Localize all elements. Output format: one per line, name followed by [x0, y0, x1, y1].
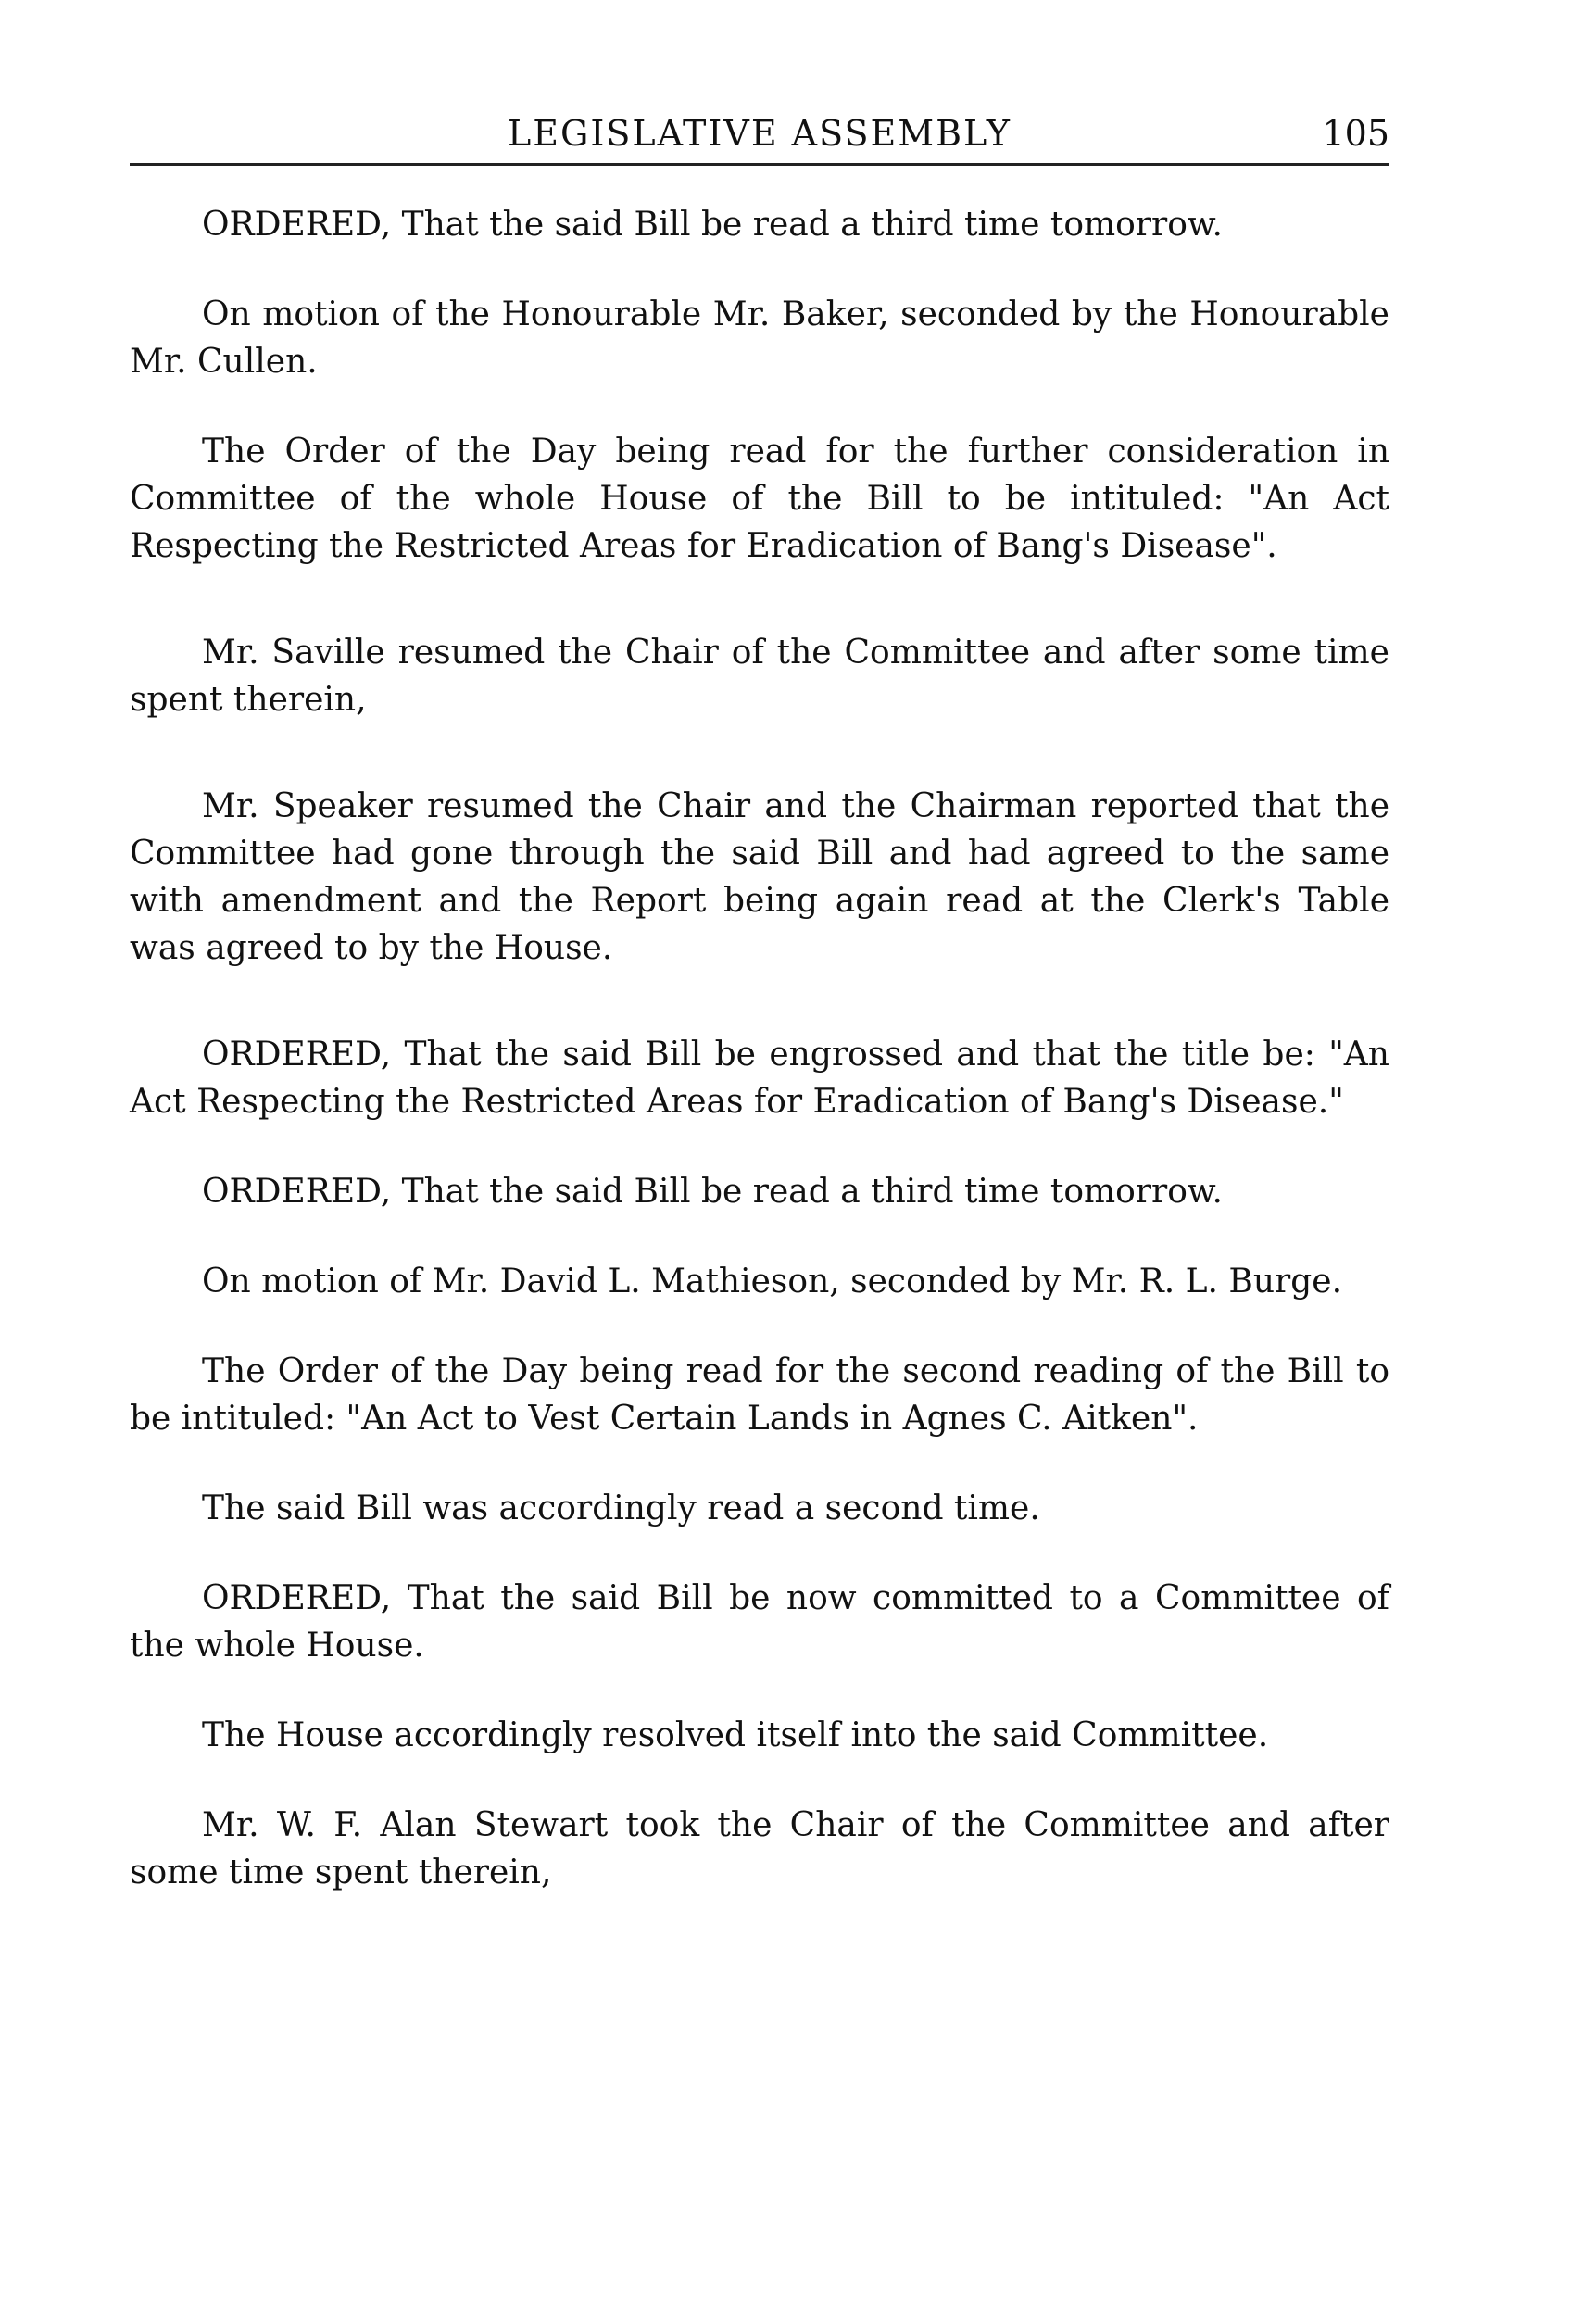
paragraph-ordered-third-reading-2: ORDERED, That the said Bill be read a third time tomorrow. [202, 1173, 1223, 1211]
paragraph-ordered-third-reading: ORDERED, That the said Bill be read a third time tomorrow. [202, 206, 1223, 244]
body-text [130, 201, 1389, 1896]
paragraph-second-reading: The said Bill was accordingly read a second time. [202, 1489, 1040, 1527]
page-header [130, 111, 1389, 166]
running-head: LEGISLATIVE ASSEMBLY [508, 113, 1012, 154]
paragraph-order-of-day-aitken: The Order of the Day being read for the second reading of the Bill to be intituled: "An Act to Vest Certain Lands in Agnes C. Aitken". [130, 1352, 1389, 1438]
paragraph-stewart-chair: Mr. W. F. Alan Stewart took the Chair of the Committee and after some time spent therein, [130, 1806, 1389, 1892]
paragraph-motion-mathieson: On motion of Mr. David L. Mathieson, seconded by Mr. R. L. Burge. [202, 1263, 1343, 1301]
paragraph-order-of-day-bangs-disease: The Order of the Day being read for the further consideration in Committee of the whole House of the Bill to be intituled: "An Act Respecting the Restricted Areas for Eradication of Bang's Disease". [130, 433, 1389, 565]
paragraph-ordered-engrossed: ORDERED, That the said Bill be engrossed and that the title be: "An Act Respecting the Restricted Areas for Eradication of Bang's Disease." [130, 1036, 1389, 1121]
paragraph-ordered-committed: ORDERED, That the said Bill be now committed to a Committee of the whole House. [130, 1579, 1389, 1665]
paragraph-saville-chair: Mr. Saville resumed the Chair of the Committee and after some time spent therein, [130, 634, 1389, 719]
paragraph-motion-baker: On motion of the Honourable Mr. Baker, seconded by the Honourable Mr. Cullen. [130, 295, 1389, 381]
paragraph-house-resolved: The House accordingly resolved itself into the said Committee. [202, 1716, 1269, 1754]
document-page [130, 111, 1389, 2186]
paragraph-speaker-report: Mr. Speaker resumed the Chair and the Chairman reported that the Committee had gone through the said Bill and had agreed to the same with amendment and the Report being again read at the Clerk's Table was agreed to by the House. [130, 787, 1389, 967]
page-number: 105 [1322, 113, 1389, 154]
